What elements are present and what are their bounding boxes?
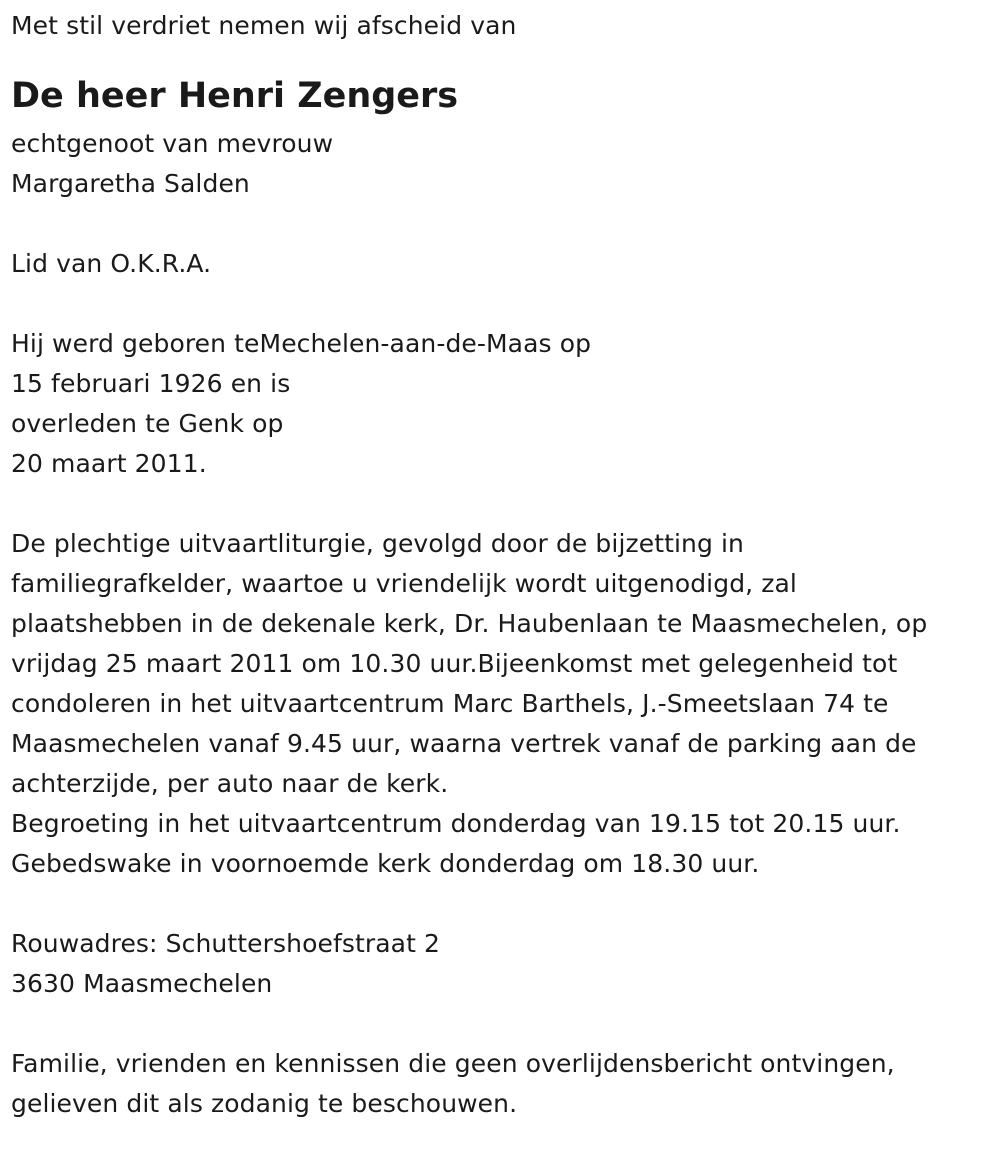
spacer [11, 204, 986, 244]
intro-text: Met stil verdriet nemen wij afscheid van [11, 11, 517, 40]
funeral-line-3: plaatshebben in de dekenale kerk, Dr. Haubenlaan te Maasmechelen, op [11, 609, 928, 638]
spacer [11, 1004, 986, 1044]
birth-death-line-2: 15 februari 1926 en is [11, 369, 291, 398]
funeral-line-7: achterzijde, per auto naar de kerk. [11, 769, 449, 798]
membership-text: Lid van O.K.R.A. [11, 249, 212, 278]
closing-line-2: gelieven dit als zodanig te beschouwen. [11, 1089, 518, 1118]
birth-death-line-1: Hij werd geboren teMechelen-aan-de-Maas op [11, 329, 592, 358]
deceased-name: De heer Henri Zengers [11, 76, 459, 116]
funeral-line-1: De plechtige uitvaartliturgie, gevolgd door de bijzetting in [11, 529, 745, 558]
funeral-line-8: Begroeting in het uitvaartcentrum donderdag van 19.15 tot 20.15 uur. [11, 809, 901, 838]
funeral-line-5: condoleren in het uitvaartcentrum Marc Barthels, J.-Smeetslaan 74 te [11, 689, 889, 718]
funeral-line-2: familiegrafkelder, waartoe u vriendelijk wordt uitgenodigd, zal [11, 569, 797, 598]
funeral-line-4: vrijdag 25 maart 2011 om 10.30 uur.Bijeenkomst met gelegenheid tot [11, 649, 898, 678]
address-line-1: Rouwadres: Schuttershoefstraat 2 [11, 929, 441, 958]
spacer [11, 284, 986, 324]
birth-death-line-3: overleden te Genk op [11, 409, 284, 438]
address-line-2: 3630 Maasmechelen [11, 969, 273, 998]
spouse-line-2: Margaretha Salden [11, 169, 250, 198]
funeral-line-9: Gebedswake in voornoemde kerk donderdag om 18.30 uur. [11, 849, 760, 878]
birth-death-line-4: 20 maart 2011. [11, 449, 207, 478]
funeral-line-6: Maasmechelen vanaf 9.45 uur, waarna vertrek vanaf de parking aan de [11, 729, 917, 758]
spouse-line-1: echtgenoot van mevrouw [11, 129, 334, 158]
obituary-notice [11, 6, 986, 1124]
spacer [11, 484, 986, 524]
closing-line-1: Familie, vrienden en kennissen die geen overlijdensbericht ontvingen, [11, 1049, 895, 1078]
spacer [11, 884, 986, 924]
